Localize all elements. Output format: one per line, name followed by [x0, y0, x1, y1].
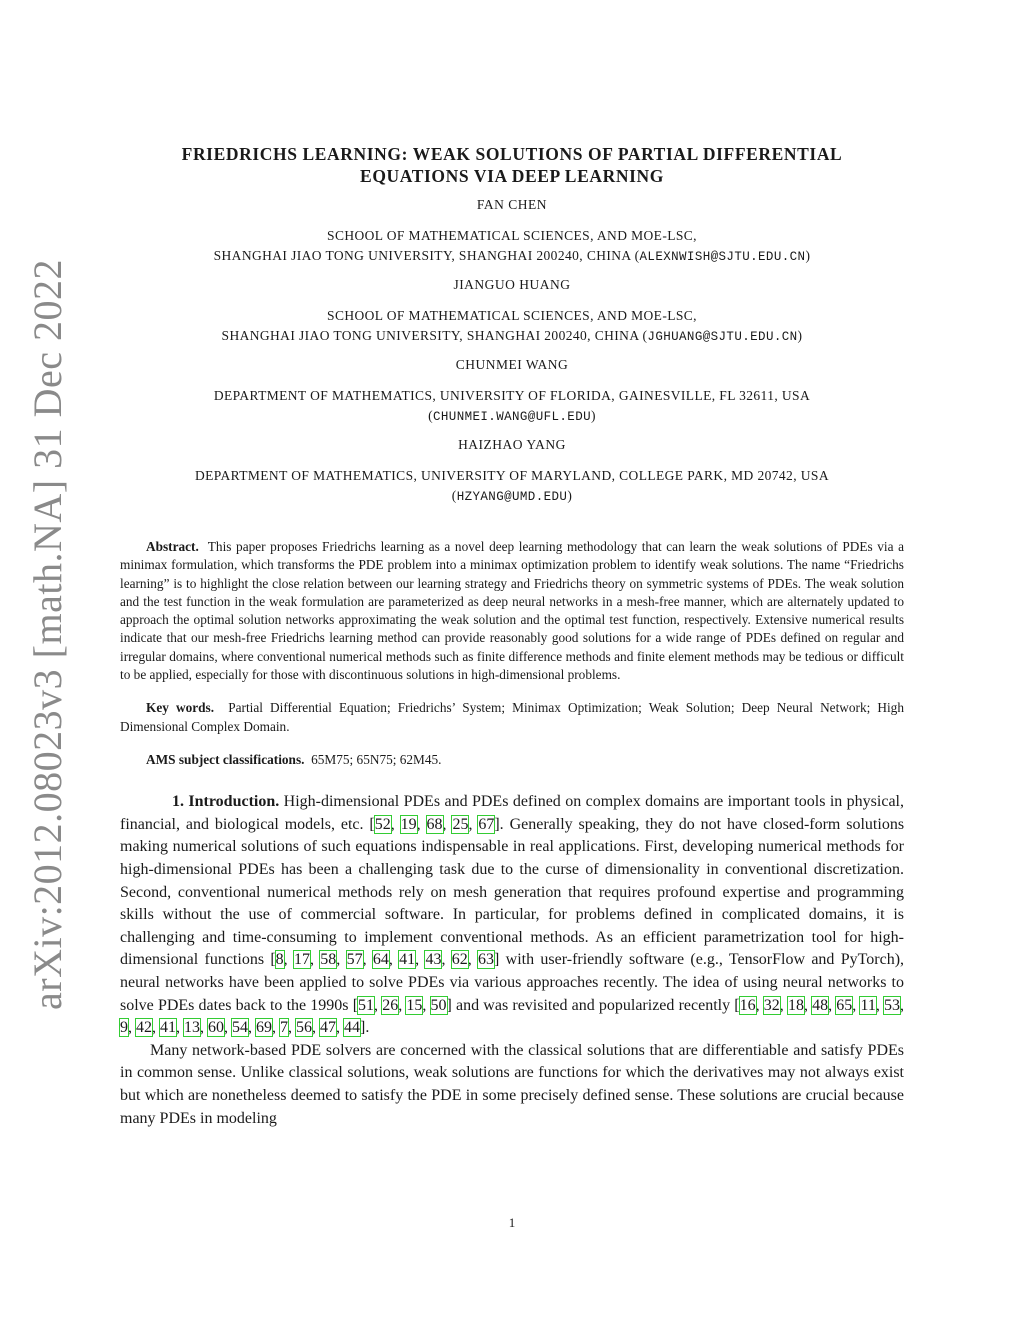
citation-link[interactable]: 47: [320, 1019, 336, 1037]
author-block-3: [120, 356, 904, 427]
citation-link[interactable]: 69: [256, 1019, 272, 1037]
citation-link[interactable]: 18: [787, 996, 804, 1014]
citation-link[interactable]: 11: [860, 996, 876, 1014]
author-block-4: [120, 436, 904, 507]
citation-link[interactable]: 25: [452, 815, 469, 833]
ams-text: 65M75; 65N75; 62M45.: [311, 751, 442, 767]
author-email[interactable]: ALEXNWISH@SJTU.EDU.CN: [639, 249, 806, 264]
author-name: HAIZHAO YANG: [458, 437, 566, 452]
ams-label: AMS subject classifications.: [146, 751, 305, 767]
keywords-text: Partial Differential Equation; Friedrichs’ System; Minimax Optimization; Weak Solution; Deep Neural Network; High Dimensional Complex Domain.: [120, 700, 904, 734]
citation-link[interactable]: 26: [382, 996, 399, 1014]
author-name: CHUNMEI WANG: [455, 357, 569, 372]
author-affiliation: DEPARTMENT OF MATHEMATICS, UNIVERSITY OF MARYLAND, COLLEGE PARK, MD 20742, USA (HZYANG@UMD.EDU): [195, 468, 829, 504]
abstract-label: Abstract.: [146, 539, 199, 554]
citation-link[interactable]: 41: [399, 951, 416, 969]
citation-link[interactable]: 48: [812, 996, 829, 1014]
author-email[interactable]: JGHUANG@SJTU.EDU.CN: [647, 329, 798, 344]
author-block-1: [120, 196, 904, 267]
citation-group: [52, 19, 68, 25, 67]: [369, 815, 500, 833]
citation-link[interactable]: 15: [406, 996, 423, 1014]
citation-link[interactable]: 43: [425, 951, 442, 969]
author-email[interactable]: HZYANG@UMD.EDU: [456, 489, 568, 504]
author-email[interactable]: CHUNMEI.WANG@UFL.EDU: [432, 409, 592, 424]
citation-link[interactable]: 54: [232, 1019, 248, 1037]
citation-link[interactable]: 41: [160, 1019, 176, 1037]
author-affiliation: SCHOOL OF MATHEMATICAL SCIENCES, AND MOE-LSC, SHANGHAI JIAO TONG UNIVERSITY, SHANGHAI 200240, CHINA (JGHUANG@SJTU.EDU.CN): [221, 308, 803, 344]
ams-classifications: [120, 751, 904, 769]
abstract-text: This paper proposes Friedrichs learning as a novel deep learning methodology that can learn the weak solutions of PDEs via a minimax formulation, which transforms the PDE problem into a minimax optimization problem to identify weak solutions. The name “Friedrichs learning” is to highlight the close relation between our learning strategy and Friedrichs theory on symmetric systems of PDEs. The weak solution and the test function in the weak formulation are parameterized as deep neural networks in a mesh-free manner, which are alternately updated to approach the optimal solution networks approximating the weak solution and the optimal test function, respectively. Extensive numerical results indicate that our mesh-free Friedrichs learning method can provide reasonably good solutions for a wide range of PDEs defined on regular and irregular domains, where conventional numerical methods such as finite difference methods and finite element methods may be tedious or difficult to be applied, especially for those with discontinuous solutions in high-dimensional problems.: [120, 539, 904, 683]
citation-link[interactable]: 62: [451, 951, 468, 969]
author-name: JIANGUO HUANG: [453, 277, 571, 292]
page-number: 1: [508, 1215, 516, 1230]
title-line-2: EQUATIONS VIA DEEP LEARNING: [360, 166, 664, 186]
citation-link[interactable]: 7: [280, 1019, 288, 1037]
citation-link[interactable]: 9: [120, 1019, 128, 1037]
paper-page: [120, 143, 904, 1130]
citation-link[interactable]: 64: [372, 951, 389, 969]
citation-group: [8, 17, 58, 57, 64, 41, 43, 62, 63]: [270, 951, 500, 969]
author-block-2: [120, 276, 904, 347]
citation-link[interactable]: 13: [184, 1019, 200, 1037]
citation-link[interactable]: 53: [884, 996, 901, 1014]
citation-group: [16, 32, 18, 48, 65, 11, 53, 9, 42, 41, 13, 60, 54, 69, 7, 56, 47, 44]: [120, 996, 905, 1037]
citation-link[interactable]: 8: [275, 951, 284, 969]
citation-link[interactable]: 63: [478, 951, 495, 969]
citation-link[interactable]: 57: [346, 951, 363, 969]
citation-link[interactable]: 60: [208, 1019, 224, 1037]
title-line-1: FRIEDRICHS LEARNING: WEAK SOLUTIONS OF PARTIAL DIFFERENTIAL: [181, 144, 843, 164]
citation-link[interactable]: 65: [836, 996, 853, 1014]
author-affiliation: DEPARTMENT OF MATHEMATICS, UNIVERSITY OF FLORIDA, GAINESVILLE, FL 32611, USA (CHUNMEI.WANG@UFL.EDU): [213, 388, 811, 424]
author-name: FAN CHEN: [476, 197, 548, 212]
citation-link[interactable]: 68: [426, 815, 443, 833]
citation-link[interactable]: 52: [374, 815, 391, 833]
abstract: [120, 538, 904, 684]
citation-link[interactable]: 58: [320, 951, 337, 969]
citation-link[interactable]: 32: [763, 996, 780, 1014]
keywords: [120, 699, 904, 736]
citation-link[interactable]: 51: [358, 996, 375, 1014]
citation-link[interactable]: 16: [739, 996, 756, 1014]
arxiv-identifier: arXiv:2012.08023v3 [math.NA] 31 Dec 2022: [25, 259, 70, 1010]
introduction-paragraph-2: Many network-based PDE solvers are concerned with the classical solutions that are differentiable and satisfy PDEs in common sense. Unlike classical solutions, weak solutions are functions for which the derivatives may not always exist but which are nonetheless deemed to satisfy the PDE in some precisely defined sense. These solutions are crucial because many PDEs in modeling: [120, 1041, 904, 1127]
keywords-label: Key words.: [146, 700, 215, 716]
citation-link[interactable]: 42: [136, 1019, 152, 1037]
citation-link[interactable]: 19: [400, 815, 417, 833]
citation-link[interactable]: 67: [478, 815, 495, 833]
citation-group: [51, 26, 15, 50]: [352, 996, 452, 1014]
citation-link[interactable]: 17: [293, 951, 310, 969]
introduction-paragraph-1: 1. Introduction. High-dimensional PDEs and PDEs defined on complex domains are important tools in physical, financial, and biological models, etc. [52, 19, 68, 25, 67]. Generally speaking, they do not have closed-form solutions making numerical solutions of such equations indispensable in real applications. First, developing numerical methods for high-dimensional PDEs has been a challenging task due to the curse of dimensionality in conventional discretization. Second, conventional numerical methods rely on mesh generation that requires profound expertise and programming skills without the use of commercial software. In particular, for problems defined in complicated domains, it is challenging and time-consuming to implement conventional methods. As an efficient parametrization tool for high-dimensional functions [8, 17, 58, 57, 64, 41, 43, 62, 63] with user-friendly software (e.g., TensorFlow and PyTorch), neural networks have been applied to solve PDEs via various approaches recently. The idea of using neural networks to solve PDEs dates back to the 1990s [51, 26, 15, 50] and was revisited and popularized recently [16, 32, 18, 48, 65, 11, 53, 9, 42, 41, 13, 60, 54, 69, 7, 56, 47, 44].: [120, 793, 905, 1037]
paper-title: [120, 143, 904, 187]
citation-link[interactable]: 50: [430, 996, 447, 1014]
citation-link[interactable]: 44: [344, 1019, 360, 1037]
section-heading: 1. Introduction.: [172, 793, 280, 811]
citation-link[interactable]: 56: [296, 1019, 312, 1037]
author-affiliation: SCHOOL OF MATHEMATICAL SCIENCES, AND MOE-LSC, SHANGHAI JIAO TONG UNIVERSITY, SHANGHAI 200240, CHINA (ALEXNWISH@SJTU.EDU.CN): [213, 228, 811, 264]
